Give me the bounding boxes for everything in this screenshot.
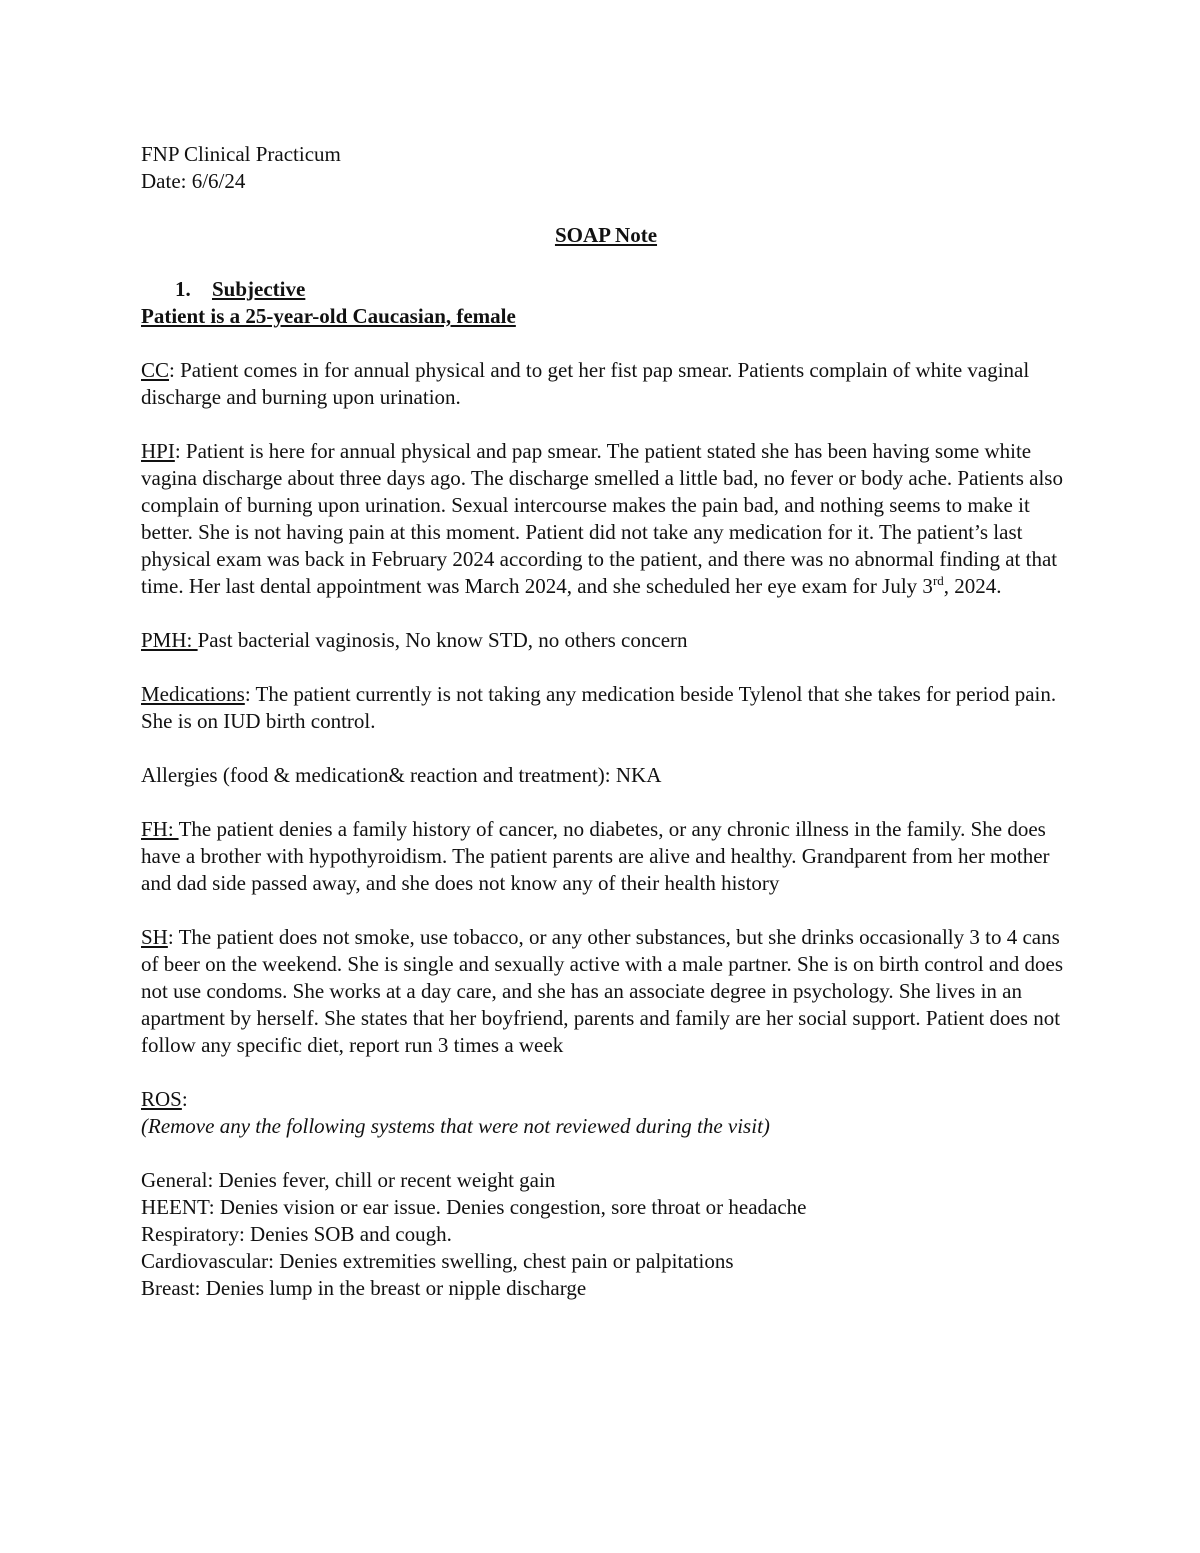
pmh-paragraph — [141, 627, 1071, 654]
document-content — [141, 141, 1071, 1302]
ros-list — [141, 1167, 1071, 1302]
section-heading-text: Subjective — [212, 277, 306, 301]
hpi-text: : Patient is here for annual physical and pap smear. The patient stated she has been having some white vagina discharge about three days ago. The discharge smelled a little bad, no fever or body ache. Patients also complain of burning upon urination. Sexual intercourse makes the pain bad, and nothing seems to make it better. She is not having pain at this moment. Patient did not take any medication for it. The patient’s last physical exam was back in February 2024 according to the patient, and there was no abnormal finding at that time. Her last dental appointment was March 2024, and she scheduled her eye exam for July 3 — [141, 439, 1063, 598]
ros-heading — [141, 1086, 1071, 1113]
sh-paragraph — [141, 924, 1071, 1059]
pmh-text: Past bacterial vaginosis, No know STD, no others concern — [197, 628, 688, 652]
sh-text: : The patient does not smoke, use tobacco, or any other substances, but she drinks occasionally 3 to 4 cans of beer on the weekend. She is single and sexually active with a male partner. She is on birth control and does not use condoms. She works at a day care, and she has an associate degree in psychology. She lives in an apartment by herself. She states that her boyfriend, parents and family are her social support. Patient does not follow any specific diet, report run 3 times a week — [141, 925, 1064, 1057]
ros-item-cardiovascular: Cardiovascular: Denies extremities swelling, chest pain or palpitations — [141, 1249, 734, 1273]
medications-label: Medications — [141, 682, 245, 706]
cc-paragraph — [141, 357, 1071, 411]
hpi-text-end: , 2024. — [943, 574, 1002, 598]
fh-label: FH: — [141, 817, 179, 841]
medications-paragraph — [141, 681, 1071, 735]
ros-item-general: General: Denies fever, chill or recent weight gain — [141, 1168, 556, 1192]
ros-label: ROS — [141, 1087, 182, 1111]
hpi-label: HPI — [141, 439, 175, 463]
ros-item-respiratory: Respiratory: Denies SOB and cough. — [141, 1222, 452, 1246]
cc-text: : Patient comes in for annual physical and to get her fist pap smear. Patients complain of white vaginal discharge and burning upon urination. — [141, 358, 1030, 409]
ros-block — [141, 1086, 1071, 1140]
allergies-paragraph: Allergies (food & medication& reaction and treatment): NKA — [141, 763, 662, 787]
pmh-label: PMH: — [141, 628, 198, 652]
patient-description: Patient is a 25-year-old Caucasian, female — [141, 304, 516, 328]
hpi-ordinal-suffix: rd — [932, 573, 944, 588]
sh-label: SH — [141, 925, 168, 949]
section-number: 1. — [175, 277, 191, 301]
fh-paragraph — [141, 816, 1071, 897]
ros-item-breast: Breast: Denies lump in the breast or nipple discharge — [141, 1276, 587, 1300]
medications-text: : The patient currently is not taking any medication beside Tylenol that she takes for period pain. She is on IUD birth control. — [141, 682, 1057, 733]
section-subjective-heading — [141, 276, 1071, 303]
ros-colon: : — [181, 1087, 188, 1111]
cc-label: CC — [141, 358, 170, 382]
course-title: FNP Clinical Practicum — [141, 142, 341, 166]
ros-instruction: (Remove any the following systems that were not reviewed during the visit) — [141, 1114, 770, 1138]
hpi-paragraph — [141, 438, 1071, 600]
fh-text: The patient denies a family history of cancer, no diabetes, or any chronic illness in the family. She does have a brother with hypothyroidism. The patient parents are alive and healthy. Grandparent from her mother and dad side passed away, and she does not know any of their health history — [141, 817, 1050, 895]
note-date: Date: 6/6/24 — [141, 169, 246, 193]
document-title: SOAP Note — [554, 223, 658, 247]
ros-item-heent: HEENT: Denies vision or ear issue. Denies congestion, sore throat or headache — [141, 1195, 807, 1219]
